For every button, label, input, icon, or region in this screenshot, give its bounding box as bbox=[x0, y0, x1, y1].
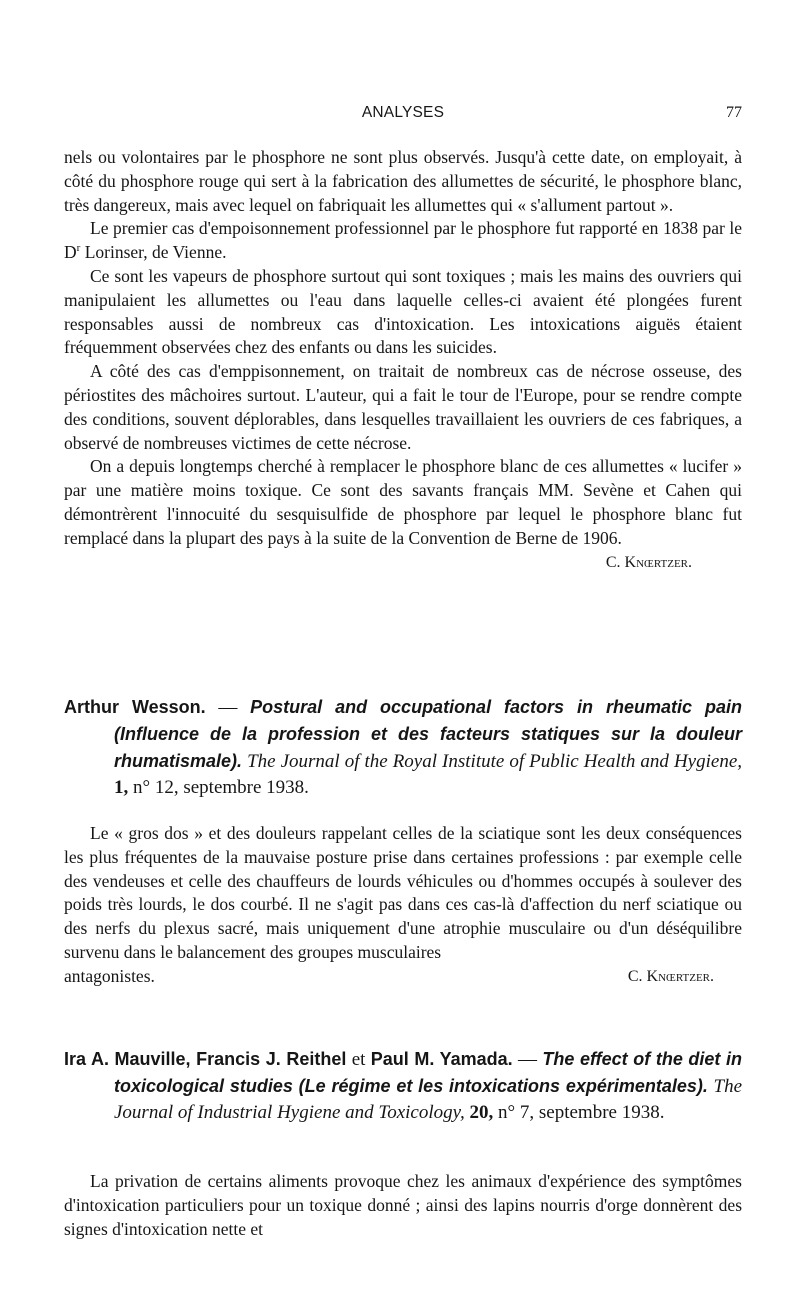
running-head bbox=[64, 104, 742, 128]
authors: Paul M. Yamada. bbox=[370, 1049, 513, 1069]
superscript: r bbox=[76, 242, 81, 255]
issue-date: n° 7, septembre 1938. bbox=[498, 1102, 665, 1123]
paragraph: A côté des cas d'emppisonnement, on traitait de nombreux cas de nécrose osseuse, des périostites des mâchoires surtout. L'auteur, qui a fait le tour de l'Europe, pour se rendre compte des conditions, souvent déplorables, dans lesquelles travaillaient les ouvriers de ces fabriques, a observé de nombreuses victimes de cette nécrose. bbox=[64, 361, 742, 453]
paragraph: Ce sont les vapeurs de phosphore surtout qui sont toxiques ; mais les mains des ouvriers qui manipulaient les allumettes ou l'eau dans laquelle celles-ci avaient été plongées furent responsables aussi de nombreux cas d'intoxication. Les intoxications aiguës étaient fréquemment observées chez des enfants ou dans les suicides. bbox=[64, 265, 742, 358]
abstract bbox=[64, 1170, 742, 1241]
abstract bbox=[64, 822, 742, 989]
signature-name: Knœrtzer. bbox=[624, 553, 692, 571]
text: Le premier cas d'empoisonnement professionnel par le phosphore fut rapporté en 1838 par le D bbox=[64, 218, 742, 263]
signature-name: Knœrtzer. bbox=[646, 967, 714, 985]
section-title: ANALYSES bbox=[361, 104, 445, 121]
article-continuation bbox=[64, 146, 742, 575]
authors: Ira A. Mauville, Francis J. Reithel bbox=[64, 1049, 347, 1069]
paragraph: On a depuis longtemps cherché à remplacer le phosphore blanc de ces allumettes « lucifer » par une matière moins toxique. Ce sont des savants français MM. Sevène et Cahen qui démontrèrent l'innocuité du sesquisulfide de phosphore par lequel le phosphore blanc fut remplacé dans la plupart des pays à la suite de la Convention de Berne de 1906. bbox=[64, 456, 742, 548]
issue-date: n° 12, septembre 1938. bbox=[133, 777, 309, 798]
page-number: 77 bbox=[726, 104, 742, 121]
author: Arthur Wesson. bbox=[64, 697, 206, 717]
text: Lorinser, de Vienne. bbox=[80, 242, 227, 263]
journal-name: The Journal of the Royal Institute of Public Health and Hygiene, bbox=[247, 751, 742, 772]
paragraph: La privation de certains aliments provoque chez les animaux d'expérience des symptômes d'intoxication particuliers pour un toxique donné ; ainsi des lapins nourris d'orge donnèrent des signes d'intoxication nette et bbox=[64, 1171, 742, 1239]
journal-name: The Journal of Industrial Hygiene and Toxicology, bbox=[114, 1076, 743, 1123]
signature: C. Knœrtzer. bbox=[605, 553, 692, 571]
paragraph: nels ou volontaires par le phosphore ne sont plus observés. Jusqu'à cette date, on employait, à côté du phosphore rouge qui sert à la fabrication des allumettes de sécurité, le phosphore blanc, très dangereux, mais avec lequel on fabriquait les allumettes qui « s'allument partout ». bbox=[64, 147, 742, 215]
signature: C. Knœrtzer. bbox=[627, 967, 714, 985]
paragraph-end: antagonistes. bbox=[64, 965, 155, 986]
paragraph: Le « gros dos » et des douleurs rappelant celles de la sciatique sont les deux conséquences les plus fréquentes de la mauvaise posture prise dans certaines professions : par exemple celle des vendeuses et celle des chauffeurs de lourds véhicules ou d'hommes occupés à soulever des poids très lourds, le dos courbé. Il ne s'agit pas dans ces cas-là d'affection du nerf sciatique ou des nerfs du plexus sacré, mais uniquement d'une atrophie musculaire ou d'un déséquilibre survenu dans le balancement des groupes musculaires bbox=[64, 823, 742, 962]
volume: 1, bbox=[114, 777, 129, 798]
bibliographic-entry: Arthur Wesson. — Postural and occupational factors in rheumatic pain (Influence de la profession et des facteurs statiques sur la douleur rhumatismale). The Journal of the Royal Institute of Public Health and Hygiene, 1, n° 12, septembre 1938. bbox=[64, 697, 742, 798]
bibliographic-entry: Ira A. Mauville, Francis J. Reithel et Paul M. Yamada. — The effect of the diet in toxicological studies (Le régime et les intoxications expérimentales). The Journal of Industrial Hygiene and Toxicology, 20, n° 7, septembre 1938. bbox=[64, 1049, 743, 1123]
article-title: The effect of the diet in toxicological studies (Le régime et les intoxications expérimentales). bbox=[114, 1049, 743, 1096]
volume: 20, bbox=[469, 1102, 494, 1123]
article-title: Postural and occupational factors in rheumatic pain (Influence de la profession et des facteurs statiques sur la douleur rhumatismale). bbox=[114, 697, 742, 771]
paragraph bbox=[64, 217, 742, 265]
